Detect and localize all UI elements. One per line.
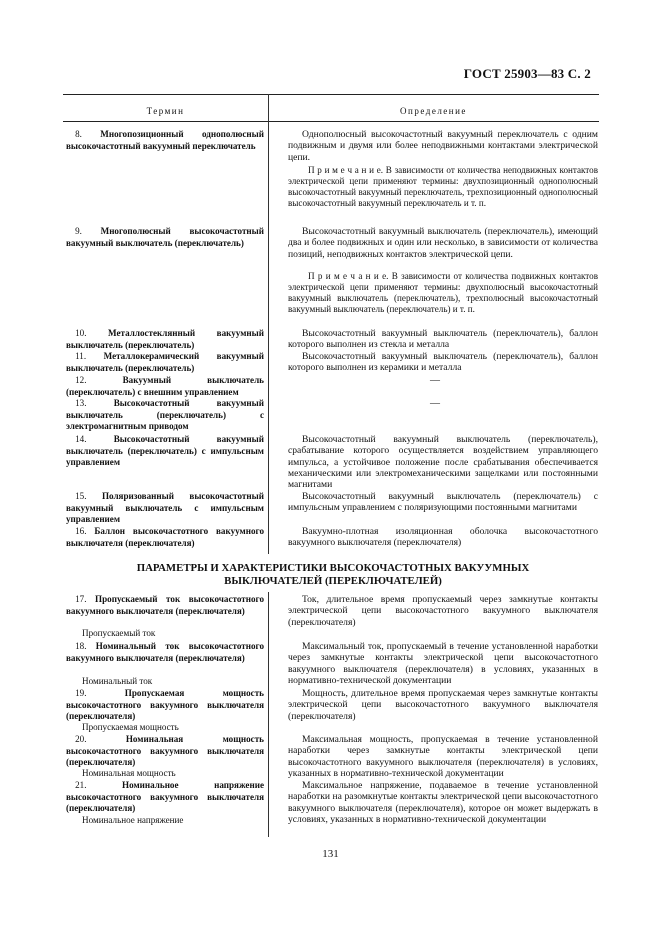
- term-entry: [66, 226, 264, 249]
- term-entry: [66, 129, 264, 152]
- term-entry: [66, 328, 264, 351]
- term-number: 14.: [75, 434, 87, 444]
- term-title: Металлокерамический вакуумный выключатель (переключатель): [66, 351, 264, 373]
- definition-text: Высокочастотный вакуумный выключатель (переключатель), срабатывание которого осуществляется воздействием управляющего импульса, а устойчивое положение после срабатывания обеспечивается механическими или электромеханическими защелками или постоянными магнитами: [288, 434, 598, 491]
- definition-text: Ток, длительное время пропускаемый через замкнутые контакты электрической цепи высокочастотного вакуумного выключателя (переключателя): [288, 594, 598, 628]
- definition-dash: —: [430, 375, 440, 386]
- term-entry: [66, 641, 264, 664]
- document-reference: ГОСТ 25903—83 С. 2: [463, 66, 591, 81]
- term-number: 12.: [75, 375, 87, 385]
- term-entry: [66, 434, 264, 469]
- term-title: Вакуумный выключатель (переключатель) с внешним управлением: [66, 375, 264, 397]
- term-number: 10.: [75, 328, 87, 338]
- term-title: Номинальное напряжение высокочастотного вакуумного выключателя (переключателя): [66, 780, 264, 813]
- term-entry: [66, 398, 264, 433]
- term-number: 11.: [75, 351, 87, 361]
- term-entry: [66, 351, 264, 374]
- section-title: ПАРАМЕТРЫ И ХАРАКТЕРИСТИКИ ВЫСОКОЧАСТОТНЫХ ВАКУУМНЫХ ВЫКЛЮЧАТЕЛЕЙ (ПЕРЕКЛЮЧАТЕЛЕЙ): [136, 562, 530, 587]
- term-entry: [66, 594, 264, 617]
- definition-text: Максимальная мощность, пропускаемая в течение установленной наработки через замкнутые контакты электрической цепи высокочастотного вакуумного выключателя (переключателя) в условиях, указанных в нормативно-технической документации: [288, 734, 598, 779]
- term-entry: [66, 688, 264, 723]
- definition-dash: —: [430, 398, 440, 409]
- term-title: Поляризованный высокочастотный вакуумный выключатель с импульсным управлением: [66, 491, 264, 524]
- term-title: Высокочастотный вакуумный выключатель (переключатель) с электромагнитным приводом: [66, 398, 264, 431]
- term-short-form: Пропускаемая мощность: [82, 722, 179, 732]
- term-number: 21.: [75, 780, 87, 790]
- term-short-form: Номинальный ток: [82, 676, 153, 686]
- table-top-rule: [63, 94, 599, 95]
- term-entry: [66, 375, 264, 398]
- page-number: 131: [322, 848, 339, 860]
- definition-text: Высокочастотный вакуумный выключатель (переключатель), имеющий два и более подвижных и один или несколько, в зависимости от количества позиций, неподвижных контактов электрической цепи.: [288, 226, 598, 260]
- column-head-term: Термин: [146, 106, 185, 116]
- term-number: 20.: [75, 734, 87, 744]
- term-entry: [66, 780, 264, 815]
- definition-text: Высокочастотный вакуумный выключатель (переключатель), баллон которого выполнен из стекла и металла: [288, 328, 598, 351]
- term-short-form: Номинальное напряжение: [82, 815, 184, 825]
- column-separator: [268, 592, 269, 837]
- term-title: Пропускаемая мощность высокочастотного вакуумного выключателя (переключателя): [66, 688, 264, 721]
- term-number: 15.: [75, 491, 87, 501]
- definition-note: П р и м е ч а н и е. В зависимости от количества подвижных контактов электрической цепи применяют термины: двухполюсный высокочастотный вакуумный выключатель (переключатель), трехполюсный высокочастотный вакуумный выключатель (переключатель) и т. п.: [288, 271, 598, 315]
- term-title: Многопозиционный однополюсный высокочастотный вакуумный переключатель: [66, 129, 264, 151]
- definition-text: Высокочастотный вакуумный выключатель (переключатель) с импульсным управлением с поляризующими постоянными магнитами: [288, 491, 598, 514]
- term-title: Металлостеклянный вакуумный выключатель (переключатель): [66, 328, 264, 350]
- term-number: 18.: [75, 641, 87, 651]
- definition-text: Однополюсный высокочастотный вакуумный переключатель с одним подвижным и двумя или более неподвижными контактами электрической цепи.: [288, 129, 598, 163]
- definition-text: Максимальное напряжение, подаваемое в течение установленной наработки на разомкнутые контакты электрической цепи высокочастотного вакуумного выключателя (переключателя), которое он может выдержать в условиях, указанных в нормативно-технической документации: [288, 780, 598, 825]
- term-entry: [66, 491, 264, 526]
- column-head-definition: Определение: [400, 106, 467, 116]
- term-title: Номинальный ток высокочастотного вакуумного выключателя (переключателя): [66, 641, 264, 663]
- definition-text: Вакуумно-плотная изоляционная оболочка высокочастотного вакуумного выключателя (переключателя): [288, 526, 598, 549]
- definition-text: Высокочастотный вакуумный выключатель (переключатель), баллон которого выполнен из керамики и металла: [288, 351, 598, 374]
- term-number: 17.: [75, 594, 87, 604]
- table-head-rule: [63, 121, 599, 122]
- term-title: Многополюсный высокочастотный вакуумный выключатель (переключатель): [66, 226, 264, 248]
- term-title: Номинальная мощность высокочастотного вакуумного выключателя (переключателя): [66, 734, 264, 767]
- definition-text: Мощность, длительное время пропускаемая через замкнутые контакты электрической цепи высокочастотного вакуумного выключателя (переключателя): [288, 688, 598, 722]
- term-number: 8.: [75, 129, 82, 139]
- term-entry: [66, 526, 264, 549]
- term-number: 13.: [75, 398, 87, 408]
- term-short-form: Номинальная мощность: [82, 768, 176, 778]
- term-short-form: Пропускаемый ток: [82, 628, 156, 638]
- definition-text: Максимальный ток, пропускаемый в течение установленной наработки через замкнутые контакты электрической цепи высокочастотного вакуумного выключателя (переключателя) в условиях, указанных в нормативно-технической документации: [288, 641, 598, 686]
- term-number: 16.: [75, 526, 87, 536]
- term-title: Высокочастотный вакуумный выключатель (переключатель) с импульсным управлением: [66, 434, 264, 467]
- definition-note: П р и м е ч а н и е. В зависимости от количества неподвижных контактов электрической цепи применяют термины: двухпозиционный однополюсный высокочастотный вакуумный переключатель, трехпозиционный однополюсный высокочастотный вакуумный переключатель и т. п.: [288, 165, 598, 209]
- column-separator: [268, 94, 269, 554]
- term-entry: [66, 734, 264, 769]
- term-title: Баллон высокочастотного вакуумного выключателя (переключателя): [66, 526, 264, 548]
- term-title: Пропускаемый ток высокочастотного вакуумного выключателя (переключателя): [66, 594, 264, 616]
- term-number: 9.: [75, 226, 82, 236]
- term-number: 19.: [75, 688, 87, 698]
